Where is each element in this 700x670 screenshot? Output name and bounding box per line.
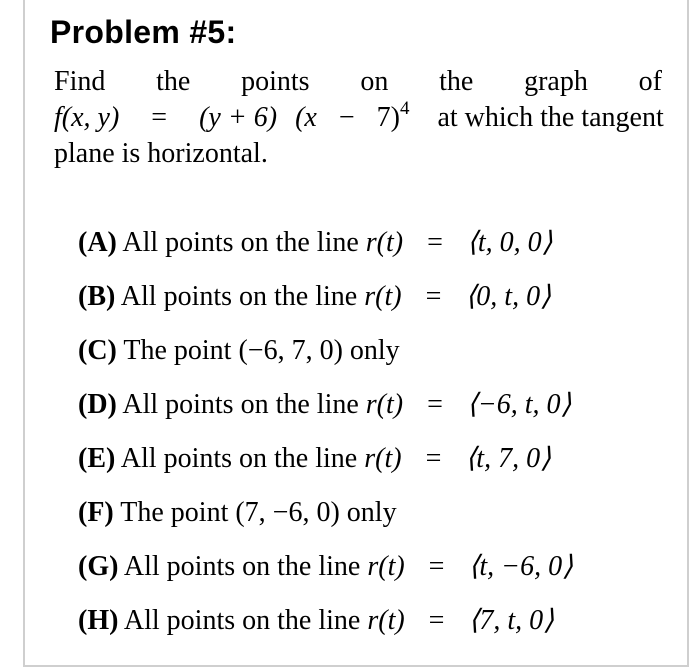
choice-text: All points on the line xyxy=(122,227,359,258)
choice-text: All points on the line xyxy=(123,605,361,636)
choice-equals: = xyxy=(428,551,445,582)
statement-line-3: plane is horizontal. xyxy=(54,138,268,169)
choice-letter: (B) xyxy=(78,281,116,312)
choice-letter: (A) xyxy=(78,227,117,258)
choice-e[interactable] xyxy=(78,442,573,496)
choice-equals: = xyxy=(428,605,445,636)
exponent: 4 xyxy=(399,98,410,119)
statement-word: on xyxy=(360,66,389,97)
statement-word: of xyxy=(638,66,662,97)
choice-letter: (E) xyxy=(78,443,116,474)
choice-equals: = xyxy=(427,227,443,258)
choice-value: ⟨7, t, 0⟩ xyxy=(468,605,555,636)
statement-line-1 xyxy=(54,64,662,100)
choice-function: r(t) xyxy=(367,605,405,636)
choice-equals: = xyxy=(425,281,442,312)
choice-g[interactable] xyxy=(78,550,573,604)
statement-word: the xyxy=(156,66,191,97)
choice-text: All points on the line xyxy=(120,443,358,474)
choice-text: All points on the line xyxy=(123,551,361,582)
statement-word: the xyxy=(439,66,474,97)
choice-text: The point (−6, 7, 0) only xyxy=(123,335,400,366)
choice-h[interactable] xyxy=(78,604,573,658)
minus-sign: − xyxy=(338,102,355,133)
statement-word: points xyxy=(241,66,310,97)
choice-letter: (G) xyxy=(78,551,119,582)
choice-letter: (H) xyxy=(78,605,119,636)
choice-function: r(t) xyxy=(367,551,405,582)
choice-text: The point (7, −6, 0) only xyxy=(120,497,397,528)
problem-title: Problem #5: xyxy=(50,14,237,50)
choice-letter: (F) xyxy=(78,497,114,528)
choice-letter: (D) xyxy=(78,389,117,420)
choice-value: ⟨t, 7, 0⟩ xyxy=(465,443,551,474)
choice-function: r(t) xyxy=(364,443,402,474)
choice-a[interactable] xyxy=(78,226,573,280)
choice-text: All points on the line xyxy=(120,281,358,312)
choice-equals: = xyxy=(425,443,442,474)
choice-function: r(t) xyxy=(365,389,404,420)
choice-letter: (C) xyxy=(78,335,117,366)
statement-line-2 xyxy=(54,100,662,136)
choice-value: ⟨t, 0, 0⟩ xyxy=(466,227,553,258)
choice-b[interactable] xyxy=(78,280,573,334)
choice-value: ⟨t, −6, 0⟩ xyxy=(468,551,573,582)
choice-text: All points on the line xyxy=(122,389,359,420)
choice-value: ⟨0, t, 0⟩ xyxy=(465,281,551,312)
function-factor-1: (y + 6) xyxy=(199,102,278,133)
choice-function: r(t) xyxy=(364,281,402,312)
function-factor-2-open: (x xyxy=(295,102,317,133)
statement-word: Find xyxy=(54,66,106,97)
function-lhs: f(x, y) xyxy=(54,102,120,133)
problem-statement xyxy=(54,64,662,172)
choice-c[interactable] xyxy=(78,334,573,388)
choice-equals: = xyxy=(427,389,443,420)
choice-function: r(t) xyxy=(365,227,404,258)
choice-f[interactable] xyxy=(78,496,573,550)
choice-d[interactable] xyxy=(78,388,573,442)
choice-value: ⟨−6, t, 0⟩ xyxy=(466,389,572,420)
equals-sign: = xyxy=(151,102,168,133)
answer-choices xyxy=(78,226,573,658)
statement-line-2-tail: at which the tangent xyxy=(437,102,664,133)
statement-word: graph xyxy=(524,66,588,97)
function-factor-2-close: 7) xyxy=(376,102,400,133)
